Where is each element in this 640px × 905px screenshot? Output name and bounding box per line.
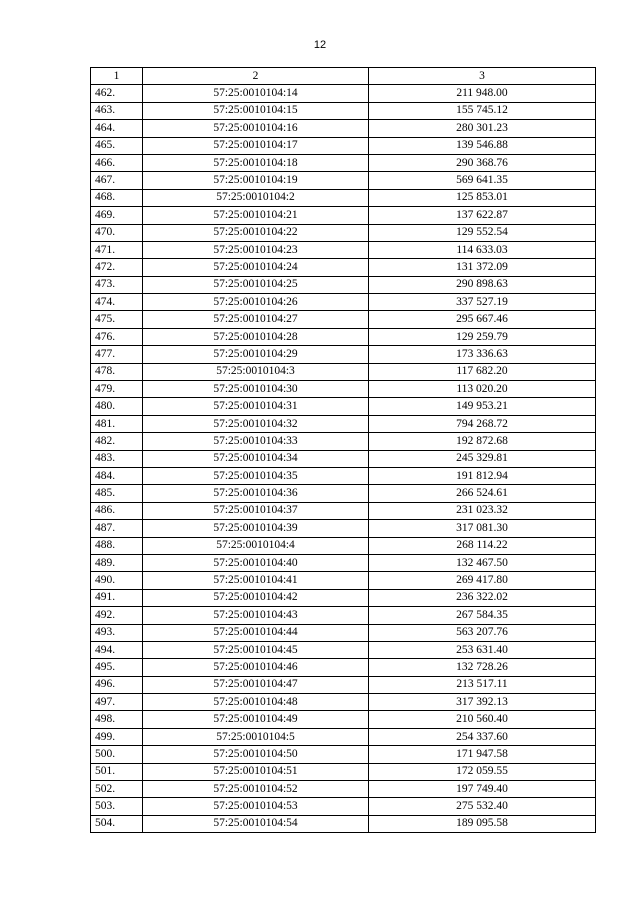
cadastral-number-cell: 57:25:0010104:18 [143,154,369,171]
row-number-cell: 485. [91,485,143,502]
header-row [91,68,596,85]
cadastral-number-cell: 57:25:0010104:48 [143,694,369,711]
row-number-cell: 480. [91,398,143,415]
cadastral-number-cell: 57:25:0010104:41 [143,572,369,589]
row-number-cell: 501. [91,763,143,780]
value-cell: 139 546.88 [369,137,596,154]
value-cell: 114 633.03 [369,241,596,258]
cadastral-number-cell: 57:25:0010104:19 [143,172,369,189]
column-header-2: 2 [143,68,369,85]
value-cell: 290 898.63 [369,276,596,293]
value-cell: 189 095.58 [369,815,596,832]
row-number-cell: 463. [91,102,143,119]
table-row [91,676,596,693]
value-cell: 171 947.58 [369,746,596,763]
table-row [91,711,596,728]
table-row [91,189,596,206]
row-number-cell: 499. [91,728,143,745]
cadastral-number-cell: 57:25:0010104:14 [143,85,369,102]
row-number-cell: 477. [91,346,143,363]
table-row [91,102,596,119]
cadastral-number-cell: 57:25:0010104:16 [143,120,369,137]
cadastral-number-cell: 57:25:0010104:40 [143,554,369,571]
table-row [91,241,596,258]
value-cell: 280 301.23 [369,120,596,137]
value-cell: 563 207.76 [369,624,596,641]
value-cell: 117 682.20 [369,363,596,380]
row-number-cell: 478. [91,363,143,380]
row-number-cell: 488. [91,537,143,554]
table-row [91,311,596,328]
value-cell: 245 329.81 [369,450,596,467]
cadastral-number-cell: 57:25:0010104:30 [143,381,369,398]
value-cell: 337 527.19 [369,294,596,311]
value-cell: 137 622.87 [369,207,596,224]
cadastral-number-cell: 57:25:0010104:25 [143,276,369,293]
table-row [91,485,596,502]
cadastral-number-cell: 57:25:0010104:36 [143,485,369,502]
table-row [91,589,596,606]
row-number-cell: 492. [91,607,143,624]
table-row [91,207,596,224]
cadastral-number-cell: 57:25:0010104:32 [143,415,369,432]
cadastral-value-table [90,67,596,833]
cadastral-number-cell: 57:25:0010104:15 [143,102,369,119]
cadastral-number-cell: 57:25:0010104:24 [143,259,369,276]
table-header [91,68,596,85]
row-number-cell: 503. [91,798,143,815]
cadastral-number-cell: 57:25:0010104:33 [143,433,369,450]
cadastral-number-cell: 57:25:0010104:49 [143,711,369,728]
cadastral-number-cell: 57:25:0010104:26 [143,294,369,311]
cadastral-number-cell: 57:25:0010104:27 [143,311,369,328]
value-cell: 149 953.21 [369,398,596,415]
value-cell: 125 853.01 [369,189,596,206]
row-number-cell: 483. [91,450,143,467]
cadastral-number-cell: 57:25:0010104:29 [143,346,369,363]
value-cell: 191 812.94 [369,467,596,484]
cadastral-number-cell: 57:25:0010104:45 [143,641,369,658]
cadastral-number-cell: 57:25:0010104:50 [143,746,369,763]
table-row [91,781,596,798]
value-cell: 172 059.55 [369,763,596,780]
row-number-cell: 472. [91,259,143,276]
value-cell: 317 392.13 [369,694,596,711]
value-cell: 173 336.63 [369,346,596,363]
row-number-cell: 484. [91,467,143,484]
cadastral-number-cell: 57:25:0010104:4 [143,537,369,554]
table-row [91,502,596,519]
value-cell: 269 417.80 [369,572,596,589]
table-row [91,641,596,658]
table-row [91,433,596,450]
value-cell: 236 322.02 [369,589,596,606]
cadastral-number-cell: 57:25:0010104:3 [143,363,369,380]
table-row [91,746,596,763]
row-number-cell: 475. [91,311,143,328]
table-row [91,694,596,711]
row-number-cell: 498. [91,711,143,728]
value-cell: 231 023.32 [369,502,596,519]
value-cell: 253 631.40 [369,641,596,658]
table-row [91,172,596,189]
row-number-cell: 462. [91,85,143,102]
table-row [91,85,596,102]
cadastral-number-cell: 57:25:0010104:52 [143,781,369,798]
cadastral-number-cell: 57:25:0010104:54 [143,815,369,832]
value-cell: 794 268.72 [369,415,596,432]
row-number-cell: 482. [91,433,143,450]
value-cell: 132 467.50 [369,554,596,571]
row-number-cell: 473. [91,276,143,293]
value-cell: 254 337.60 [369,728,596,745]
table-row [91,381,596,398]
table-body [91,85,596,833]
row-number-cell: 465. [91,137,143,154]
cadastral-number-cell: 57:25:0010104:17 [143,137,369,154]
value-cell: 131 372.09 [369,259,596,276]
table-row [91,294,596,311]
table-row [91,346,596,363]
cadastral-number-cell: 57:25:0010104:43 [143,607,369,624]
row-number-cell: 497. [91,694,143,711]
cadastral-number-cell: 57:25:0010104:46 [143,659,369,676]
value-cell: 317 081.30 [369,520,596,537]
value-cell: 113 020.20 [369,381,596,398]
table-row [91,467,596,484]
row-number-cell: 474. [91,294,143,311]
cadastral-number-cell: 57:25:0010104:28 [143,328,369,345]
table-row [91,154,596,171]
row-number-cell: 470. [91,224,143,241]
value-cell: 290 368.76 [369,154,596,171]
table-row [91,624,596,641]
row-number-cell: 467. [91,172,143,189]
cadastral-number-cell: 57:25:0010104:39 [143,520,369,537]
table-row [91,728,596,745]
cadastral-number-cell: 57:25:0010104:21 [143,207,369,224]
value-cell: 267 584.35 [369,607,596,624]
table-row [91,415,596,432]
value-cell: 295 667.46 [369,311,596,328]
table-row [91,259,596,276]
cadastral-number-cell: 57:25:0010104:37 [143,502,369,519]
row-number-cell: 502. [91,781,143,798]
cadastral-number-cell: 57:25:0010104:31 [143,398,369,415]
value-cell: 155 745.12 [369,102,596,119]
row-number-cell: 490. [91,572,143,589]
value-cell: 211 948.00 [369,85,596,102]
table-row [91,537,596,554]
row-number-cell: 489. [91,554,143,571]
table-row [91,363,596,380]
table-row [91,224,596,241]
table-row [91,328,596,345]
cadastral-number-cell: 57:25:0010104:53 [143,798,369,815]
row-number-cell: 496. [91,676,143,693]
column-header-1: 1 [91,68,143,85]
table-row [91,276,596,293]
table-row [91,763,596,780]
value-cell: 132 728.26 [369,659,596,676]
value-cell: 129 552.54 [369,224,596,241]
table-row [91,607,596,624]
table-row [91,554,596,571]
row-number-cell: 479. [91,381,143,398]
row-number-cell: 500. [91,746,143,763]
table-row [91,798,596,815]
value-cell: 569 641.35 [369,172,596,189]
row-number-cell: 464. [91,120,143,137]
value-cell: 192 872.68 [369,433,596,450]
row-number-cell: 494. [91,641,143,658]
cadastral-number-cell: 57:25:0010104:23 [143,241,369,258]
value-cell: 275 532.40 [369,798,596,815]
table-row [91,520,596,537]
row-number-cell: 487. [91,520,143,537]
cadastral-number-cell: 57:25:0010104:44 [143,624,369,641]
cadastral-number-cell: 57:25:0010104:34 [143,450,369,467]
row-number-cell: 495. [91,659,143,676]
row-number-cell: 468. [91,189,143,206]
row-number-cell: 469. [91,207,143,224]
row-number-cell: 476. [91,328,143,345]
cadastral-number-cell: 57:25:0010104:2 [143,189,369,206]
table-row [91,659,596,676]
value-cell: 266 524.61 [369,485,596,502]
cadastral-number-cell: 57:25:0010104:47 [143,676,369,693]
value-cell: 210 560.40 [369,711,596,728]
row-number-cell: 491. [91,589,143,606]
row-number-cell: 504. [91,815,143,832]
row-number-cell: 466. [91,154,143,171]
row-number-cell: 486. [91,502,143,519]
page-number: 12 [313,39,327,51]
value-cell: 197 749.40 [369,781,596,798]
table-row [91,120,596,137]
table-row [91,398,596,415]
cadastral-number-cell: 57:25:0010104:5 [143,728,369,745]
cadastral-number-cell: 57:25:0010104:22 [143,224,369,241]
table-row [91,815,596,832]
column-header-3: 3 [369,68,596,85]
table-row [91,572,596,589]
row-number-cell: 471. [91,241,143,258]
table-row [91,450,596,467]
cadastral-number-cell: 57:25:0010104:35 [143,467,369,484]
row-number-cell: 493. [91,624,143,641]
cadastral-number-cell: 57:25:0010104:51 [143,763,369,780]
row-number-cell: 481. [91,415,143,432]
value-cell: 213 517.11 [369,676,596,693]
value-cell: 129 259.79 [369,328,596,345]
table-row [91,137,596,154]
cadastral-number-cell: 57:25:0010104:42 [143,589,369,606]
value-cell: 268 114.22 [369,537,596,554]
